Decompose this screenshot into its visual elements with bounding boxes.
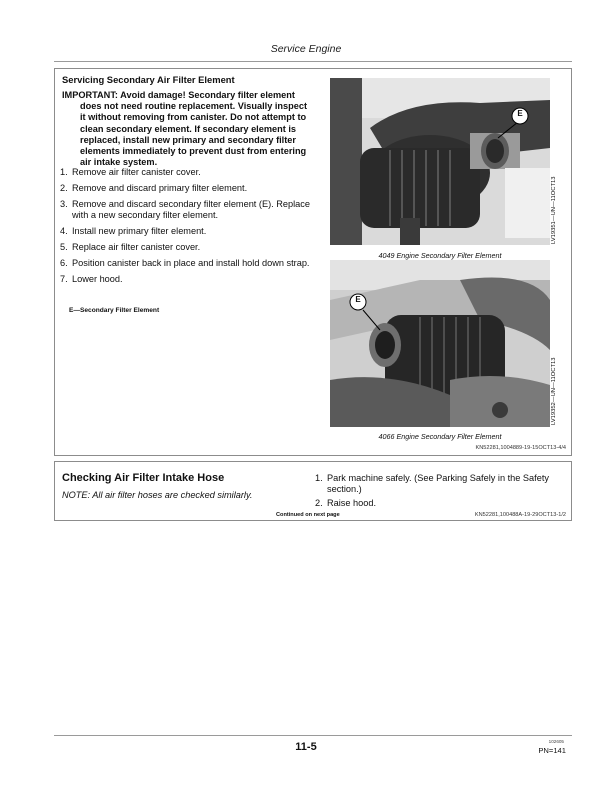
step-text: Replace air filter canister cover. — [72, 242, 201, 252]
list-item — [60, 258, 322, 269]
list-item — [60, 226, 322, 237]
step-number: 4. — [60, 226, 68, 236]
list-item — [60, 274, 322, 285]
callout-e-label: E — [355, 295, 361, 304]
footer-rule — [54, 735, 572, 736]
section-title-secondary-filter: Servicing Secondary Air Filter Element — [62, 74, 235, 85]
step-number: 3. — [60, 199, 68, 209]
step-text: Position canister back in place and install hold down strap. — [72, 258, 310, 268]
list-item — [60, 199, 322, 221]
callout-e-label: E — [517, 109, 523, 118]
list-item — [60, 183, 322, 194]
section-title-intake-hose: Checking Air Filter Intake Hose — [62, 472, 225, 484]
figure-id-1: LV19351—UN—11OCT13 — [551, 176, 557, 244]
step-number: 1. — [60, 167, 68, 177]
note-text: NOTE: All air filter hoses are checked similarly. — [62, 490, 253, 500]
step-number: 6. — [60, 258, 68, 268]
figure-4049-secondary-filter — [330, 78, 550, 245]
continued-note: Continued on next page — [276, 512, 340, 518]
step-number: 2. — [315, 498, 323, 508]
step-text: Raise hood. — [327, 498, 377, 508]
list-item — [315, 473, 567, 495]
reference-code-2: KN52281,100488A-19-29OCT13-1/2 — [474, 512, 566, 518]
figure-id-2: LV19352—UN—11OCT13 — [551, 357, 557, 425]
callout-legend: E—Secondary Filter Element — [69, 307, 160, 314]
step-text: Remove and discard secondary filter element (E). Replace with a new secondary filter element. — [72, 199, 310, 220]
important-notice — [62, 90, 312, 168]
page-number: 11-5 — [295, 741, 317, 753]
important-notice-first-line: IMPORTANT: Avoid damage! Secondary filter element — [62, 90, 295, 100]
page-pn: PN=141 — [538, 746, 566, 755]
list-item — [60, 167, 322, 178]
figure-caption-1: 4049 Engine Secondary Filter Element — [378, 251, 502, 260]
running-header: Service Engine — [270, 43, 342, 55]
list-item — [60, 242, 322, 253]
header-rule — [54, 61, 572, 62]
step-text: Lower hood. — [72, 274, 123, 284]
step-number: 7. — [60, 274, 68, 284]
step-number: 2. — [60, 183, 68, 193]
footer-code: 102605 — [548, 739, 564, 744]
reference-code-1: KN52281,1004889-19-15OCT13-4/4 — [475, 445, 566, 451]
list-item — [315, 498, 567, 509]
step-text: Park machine safely. (See Parking Safely in the Safety section.) — [327, 473, 549, 494]
filter-photo-1 — [330, 78, 550, 245]
figure-caption-2: 4066 Engine Secondary Filter Element — [378, 432, 502, 441]
step-text: Install new primary filter element. — [72, 226, 207, 236]
intake-hose-steps — [315, 473, 567, 512]
step-number: 5. — [60, 242, 68, 252]
figure-4066-secondary-filter — [330, 260, 550, 427]
secondary-filter-steps — [60, 167, 322, 290]
step-text: Remove air filter canister cover. — [72, 167, 201, 177]
step-number: 1. — [315, 473, 323, 483]
important-notice-body: does not need routine replacement. Visually inspect it without removing from canister. Do not attempt to clean secondary element. If secondary element is replaced, install new primary and secondary filter elements immediately to prevent dust from entering air intake system. — [80, 101, 308, 168]
filter-photo-2 — [330, 260, 550, 427]
step-text: Remove and discard primary filter element. — [72, 183, 248, 193]
